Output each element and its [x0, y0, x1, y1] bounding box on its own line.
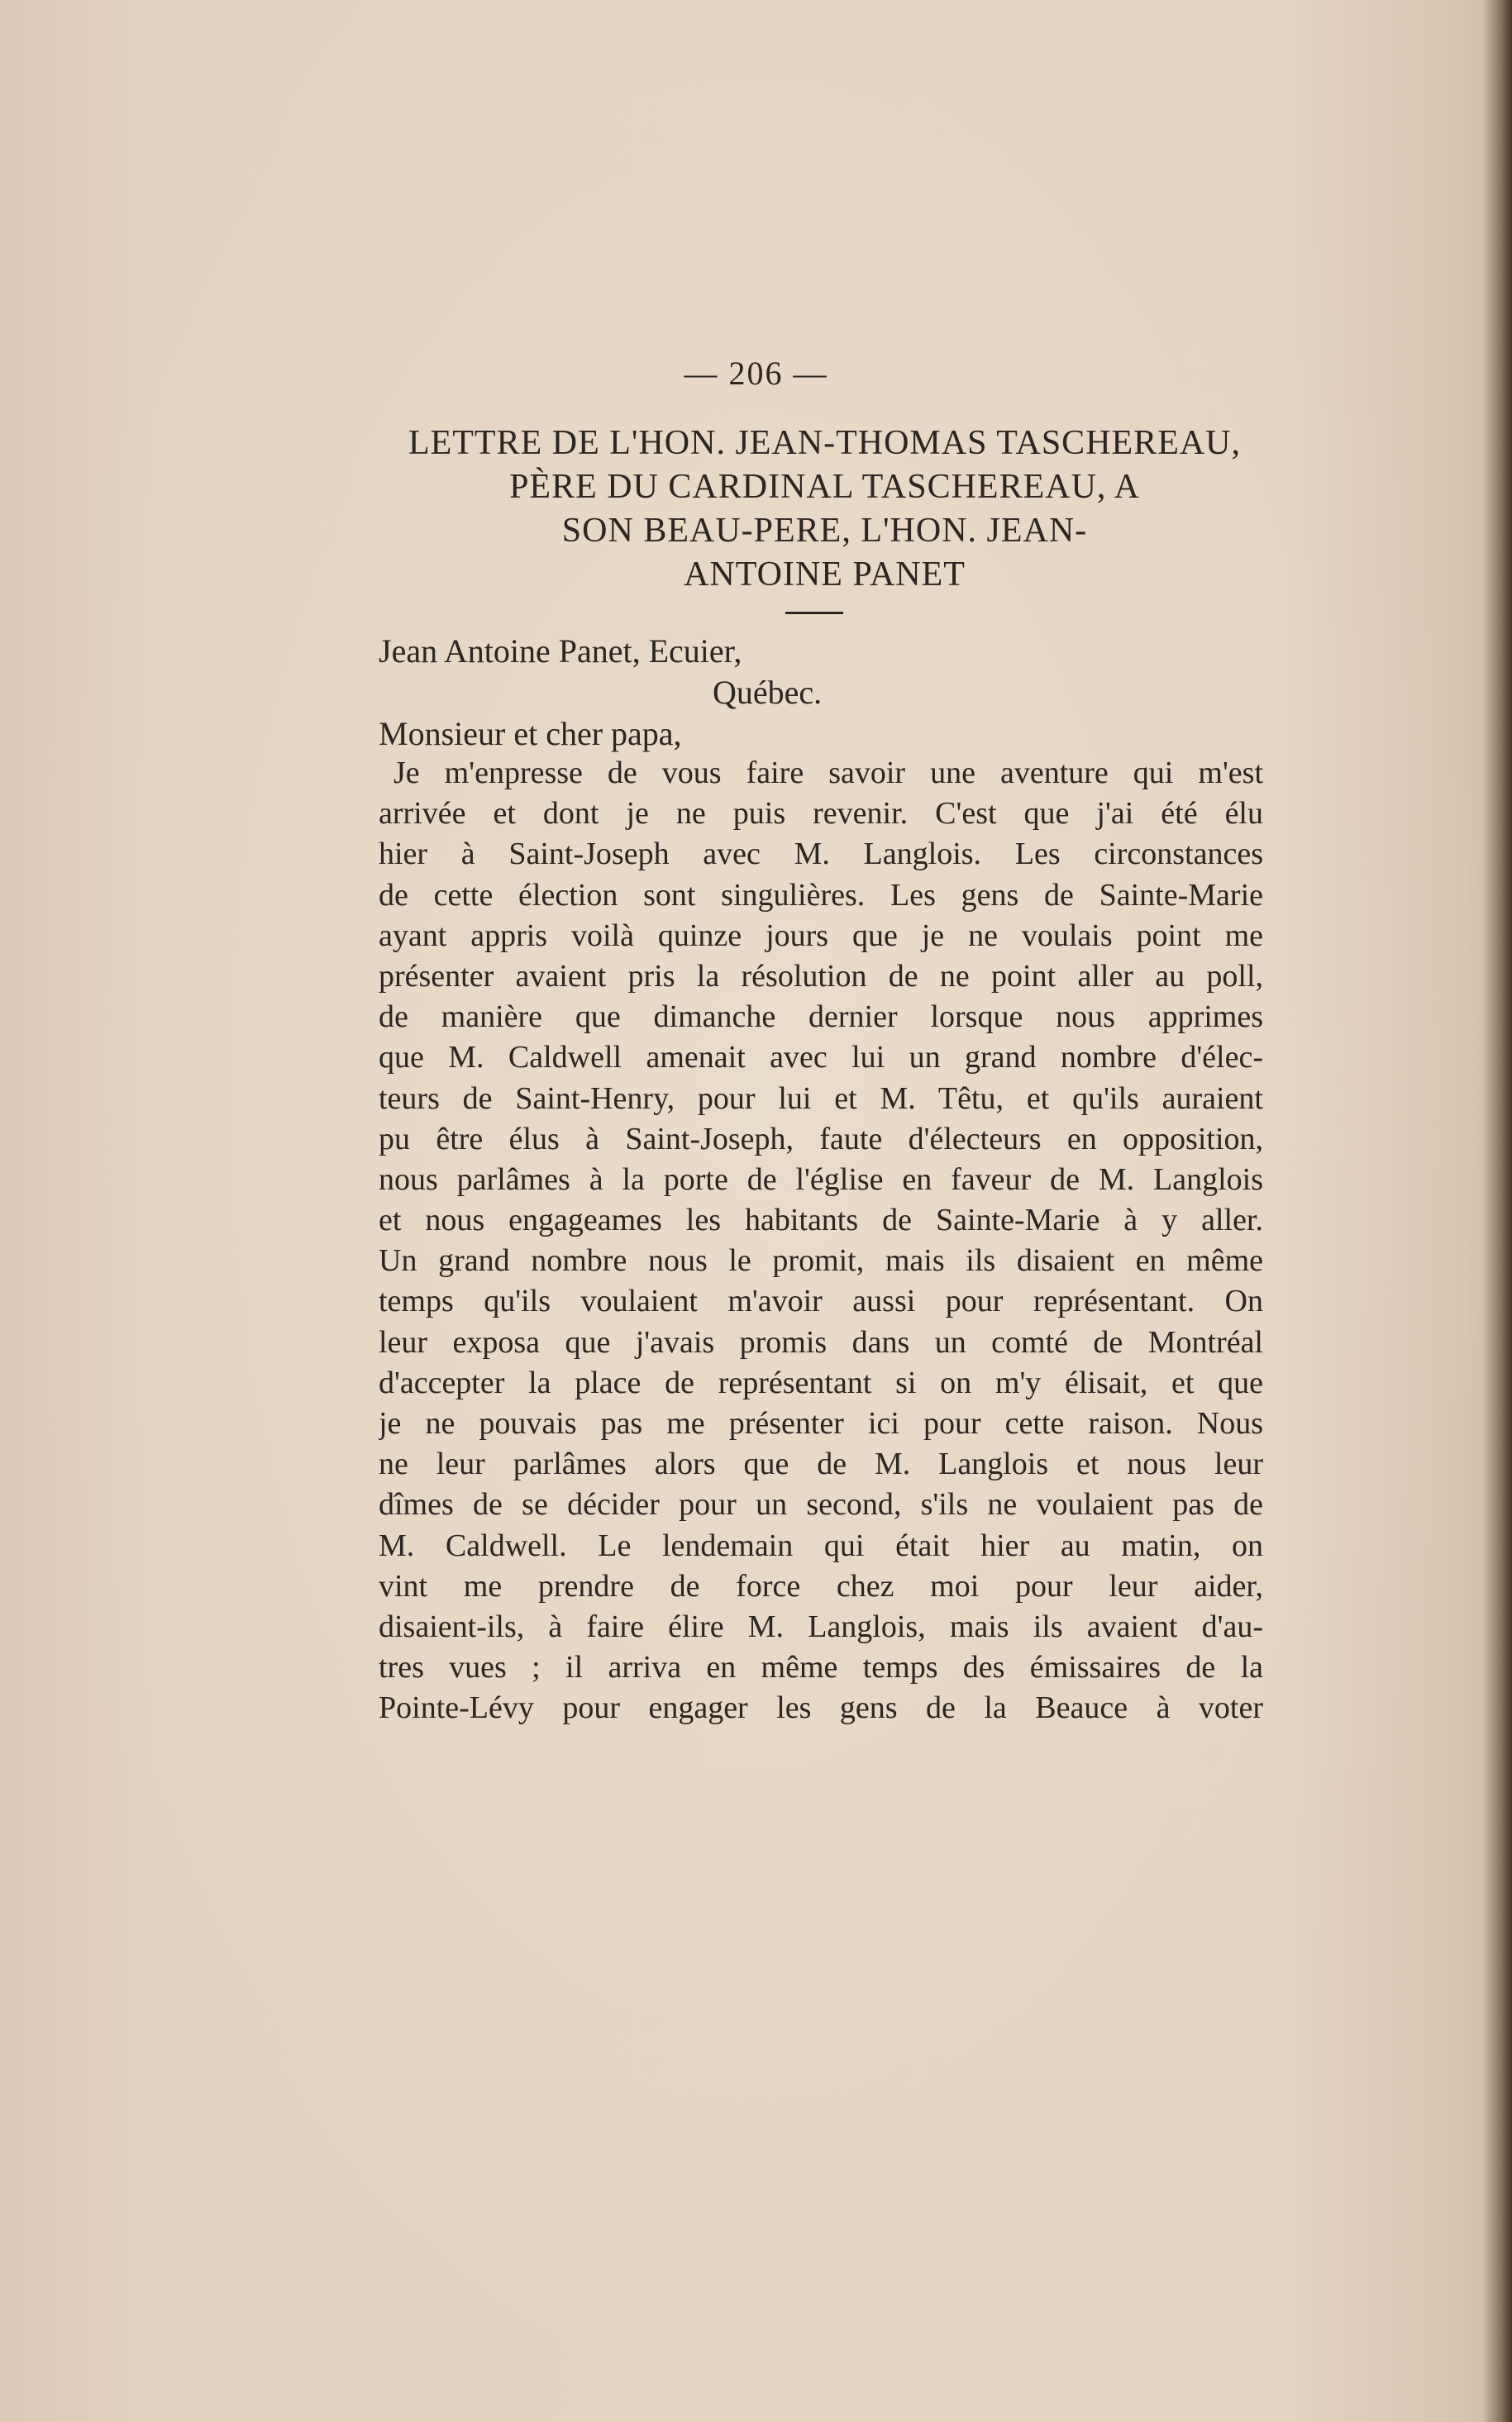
title-line: SON BEAU-PERE, L'HON. JEAN-: [561, 512, 1088, 550]
body-line: de cette élection sont singulières. Les gens de Sainte-Marie: [379, 877, 1263, 913]
body-line: hier à Saint-Joseph avec M. Langlois. Les circonstances: [379, 837, 1263, 872]
body-line: ne leur parlâmes alors que de M. Langlois et nous leur: [379, 1447, 1263, 1482]
body-line: nous parlâmes à la porte de l'église en faveur de M. Langlois: [379, 1161, 1263, 1197]
body-line: M. Caldwell. Le lendemain qui était hier au matin, on: [379, 1528, 1263, 1563]
body-line: de manière que dimanche dernier lorsque nous apprimes: [379, 999, 1263, 1035]
body-line: que M. Caldwell amenait avec lui un grand nombre d'élec-: [379, 1040, 1263, 1075]
body-line: vint me prendre de force chez moi pour leur aider,: [379, 1568, 1263, 1604]
body-line: pu être élus à Saint-Joseph, faute d'électeurs en opposition,: [379, 1121, 1263, 1156]
salutation: Monsieur et cher papa,: [379, 715, 682, 752]
body-line: Je m'enpresse de vous faire savoir une aventure qui m'est: [394, 756, 1263, 790]
body-line: Un grand nombre nous le promit, mais ils disaient en même: [379, 1243, 1263, 1279]
body-line: ayant appris voilà quinze jours que je ne voulais point me: [379, 918, 1263, 953]
body-line: Pointe-Lévy pour engager les gens de la Beauce à voter: [379, 1690, 1263, 1726]
body-line: leur exposa que j'avais promis dans un comté de Montréal: [379, 1324, 1263, 1360]
addressee-city: Québec.: [713, 674, 823, 711]
body-line: arrivée et dont je ne puis revenir. C'est que j'ai été élu: [379, 796, 1263, 832]
body-line: disaient-ils, à faire élire M. Langlois, mais ils avaient d'au-: [379, 1609, 1263, 1644]
body-line: et nous engageames les habitants de Sainte-Marie à y aller.: [379, 1203, 1263, 1238]
body-line: je ne pouvais pas me présenter ici pour cette raison. Nous: [379, 1406, 1263, 1441]
title-divider: [785, 612, 843, 614]
title-line: PÈRE DU CARDINAL TASCHEREAU, A: [509, 468, 1140, 506]
body-line: teurs de Saint-Henry, pour lui et M. Têtu, et qu'ils auraient: [379, 1080, 1263, 1116]
letter-title: [372, 422, 1277, 597]
body-line: présenter avaient pris la résolution de ne point aller au poll,: [379, 958, 1263, 994]
body-line: d'accepter la place de représentant si on m'y élisait, et que: [379, 1365, 1263, 1400]
page-number: — 206 —: [684, 355, 828, 392]
body-line: dîmes de se décider pour un second, s'ils ne voulaient pas de: [379, 1487, 1263, 1523]
title-line: ANTOINE PANET: [684, 555, 966, 594]
body-line: tres vues ; il arriva en même temps des émissaires de la: [379, 1650, 1263, 1685]
addressee-name: Jean Antoine Panet, Ecuier,: [379, 632, 742, 670]
title-line: LETTRE DE L'HON. JEAN-THOMAS TASCHEREAU,: [408, 424, 1242, 462]
body-line: temps qu'ils voulaient m'avoir aussi pour représentant. On: [379, 1284, 1263, 1319]
letter-body: [379, 753, 1263, 1729]
